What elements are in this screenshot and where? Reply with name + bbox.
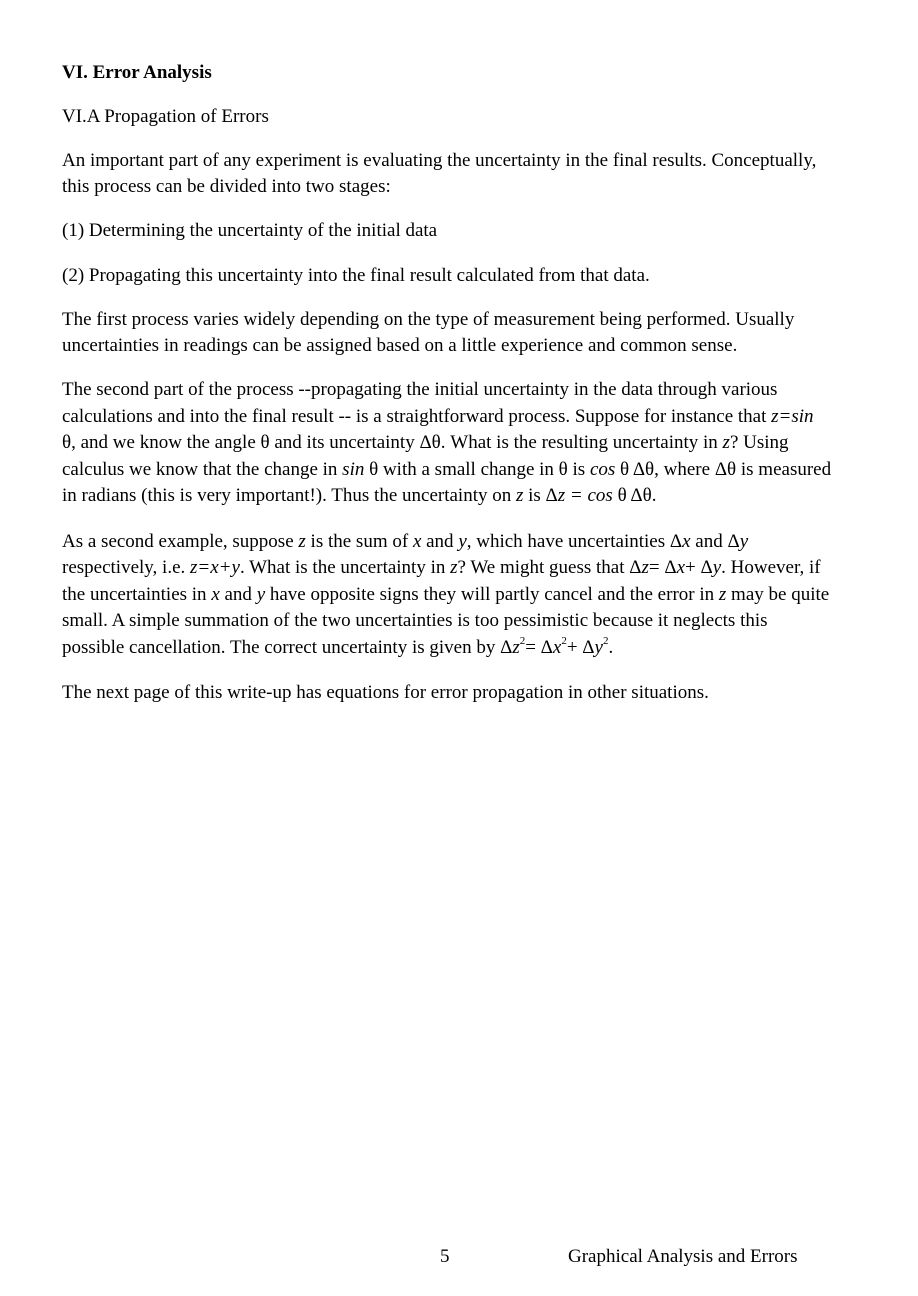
paragraph-step-1: (1) Determining the uncertainty of the initial data: [62, 220, 438, 241]
section-heading: VI. Error Analysis: [62, 62, 212, 83]
subsection-heading: VI.A Propagation of Errors: [62, 106, 269, 127]
page-number: 5: [440, 1246, 450, 1267]
paragraph-step-2: (2) Propagating this uncertainty into the final result calculated from that data.: [62, 264, 650, 286]
paragraph-second-example: As a second example, suppose z is the sum of x and y, which have uncertainties Δx and Δy respectively, i.e. z=x+y. What is the uncertainty in z? We might guess that Δz= Δx+ Δy. However, if the uncertainties in x and y have opposite signs they will partly cancel and the error in z may be quite small. A simple summation of the two uncertainties is too pessimistic because it neglects this possible cancellation. The correct uncertainty is given by $\Delta z^2= \Delta x^2+ \Delta y^2$.: [62, 530, 830, 658]
document-body: [62, 60, 832, 725]
page-footer: [0, 1244, 918, 1270]
paragraph-intro: An important part of any experiment is evaluating the uncertainty in the final results. Conceptually, this process can be divided into two stages:: [62, 150, 817, 197]
paragraph-second-part: The second part of the process --propagating the initial uncertainty in the data through various calculations and into the final result -- is a straightforward process. Suppose for instance that z=sin θ, and we know the angle θ and its uncertainty Δθ. What is the resulting uncertainty in z? Using calculus we know that the change in sin θ with a small change in θ is cos θ Δθ, where Δθ is measured in radians (this is very important!). Thus the uncertainty on z is Δz = cos θ Δθ.: [62, 379, 832, 506]
paragraph-next-page: The next page of this write-up has equations for error propagation in other situations.: [62, 682, 709, 703]
footer-document-title: Graphical Analysis and Errors: [568, 1246, 798, 1267]
paragraph-first-process: The first process varies widely depending on the type of measurement being performed. Usually uncertainties in readings can be assigned based on a little experience and common sense.: [62, 309, 795, 356]
